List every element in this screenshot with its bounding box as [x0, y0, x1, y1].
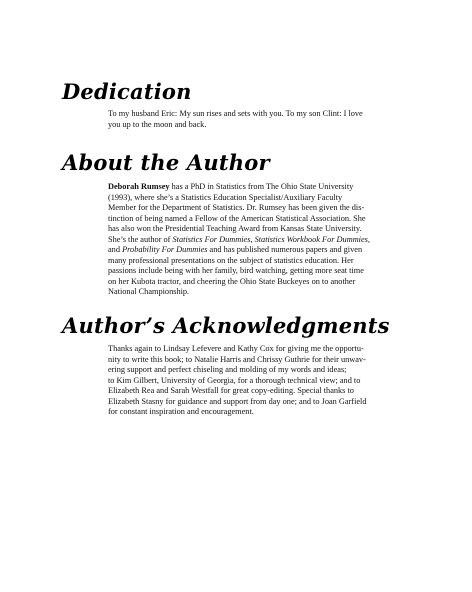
text-line: To my husband Eric: My sun rises and sets with you. To my son Clint: I love: [108, 109, 363, 118]
text-line: Thanks again to Lindsay Lefevere and Kathy Cox for giving me the opportu-: [108, 344, 364, 353]
text-line: passions include being with her family, bird watching, getting more seat time: [108, 266, 364, 275]
text-line: for constant inspiration and encouragement.: [108, 407, 254, 416]
text-fragment: and: [108, 245, 123, 254]
text-line: [108, 182, 408, 193]
dedication-text: [108, 109, 408, 130]
book-title: Statistics Workbook For Dummies: [254, 234, 368, 244]
acknowledgments-section: [62, 313, 422, 418]
text-line: ering support and perfect chiseling and molding of my words and ideas;: [108, 365, 347, 374]
about-author-text: [108, 182, 408, 298]
text-line: to Kim Gilbert, University of Georgia, for a thorough technical view; and to: [108, 375, 361, 385]
text-line: Elizabeth Rea and Sarah Westfall for great copy-editing. Special thanks to: [108, 386, 354, 395]
text-line: Member for the Department of Statistics. Dr. Rumsey has been given the dis-: [108, 203, 365, 212]
text-line: (1993), where she’s a Statistics Education Specialist/Auxiliary Faculty: [108, 192, 343, 202]
acknowledgments-text: [108, 344, 408, 418]
text-line: has also won the Presidential Teaching Award from Kansas State University.: [108, 224, 362, 233]
text-line: [108, 245, 408, 256]
text-line: on her Kubota tractor, and cheering the Ohio State Buckeyes on to another: [108, 276, 356, 286]
text-fragment: has a PhD in Statistics from The Ohio State University: [169, 182, 354, 191]
text-fragment: ,: [367, 234, 370, 244]
acknowledgments-heading: Author’s Acknowledgments: [62, 313, 390, 338]
about-author-heading: About the Author: [62, 150, 270, 175]
text-fragment: and has published numerous papers and given: [207, 245, 363, 254]
dedication-section: [62, 79, 422, 130]
text-fragment: She’s the author of: [108, 234, 173, 244]
about-author-section: [62, 150, 422, 298]
book-title: Statistics For Dummies: [172, 234, 251, 244]
author-name: Deborah Rumsey: [108, 182, 170, 191]
text-line: [108, 235, 408, 246]
text-fragment: ,: [250, 234, 255, 244]
text-line: nity to write this book; to Natalie Harris and Chrissy Guthrie for their unwav-: [108, 354, 366, 364]
text-line: many professional presentations on the subject of statistics education. Her: [108, 255, 354, 265]
dedication-heading: Dedication: [62, 79, 192, 104]
text-line: tinction of being named a Fellow of the American Statistical Association. She: [108, 213, 366, 223]
text-line: you up to the moon and back.: [108, 119, 207, 129]
book-title: Probability For Dummies: [122, 245, 208, 254]
text-line: Elizabeth Stasny for guidance and support from day one; and to Joan Garfield: [108, 396, 367, 406]
text-line: National Championship.: [108, 287, 190, 296]
